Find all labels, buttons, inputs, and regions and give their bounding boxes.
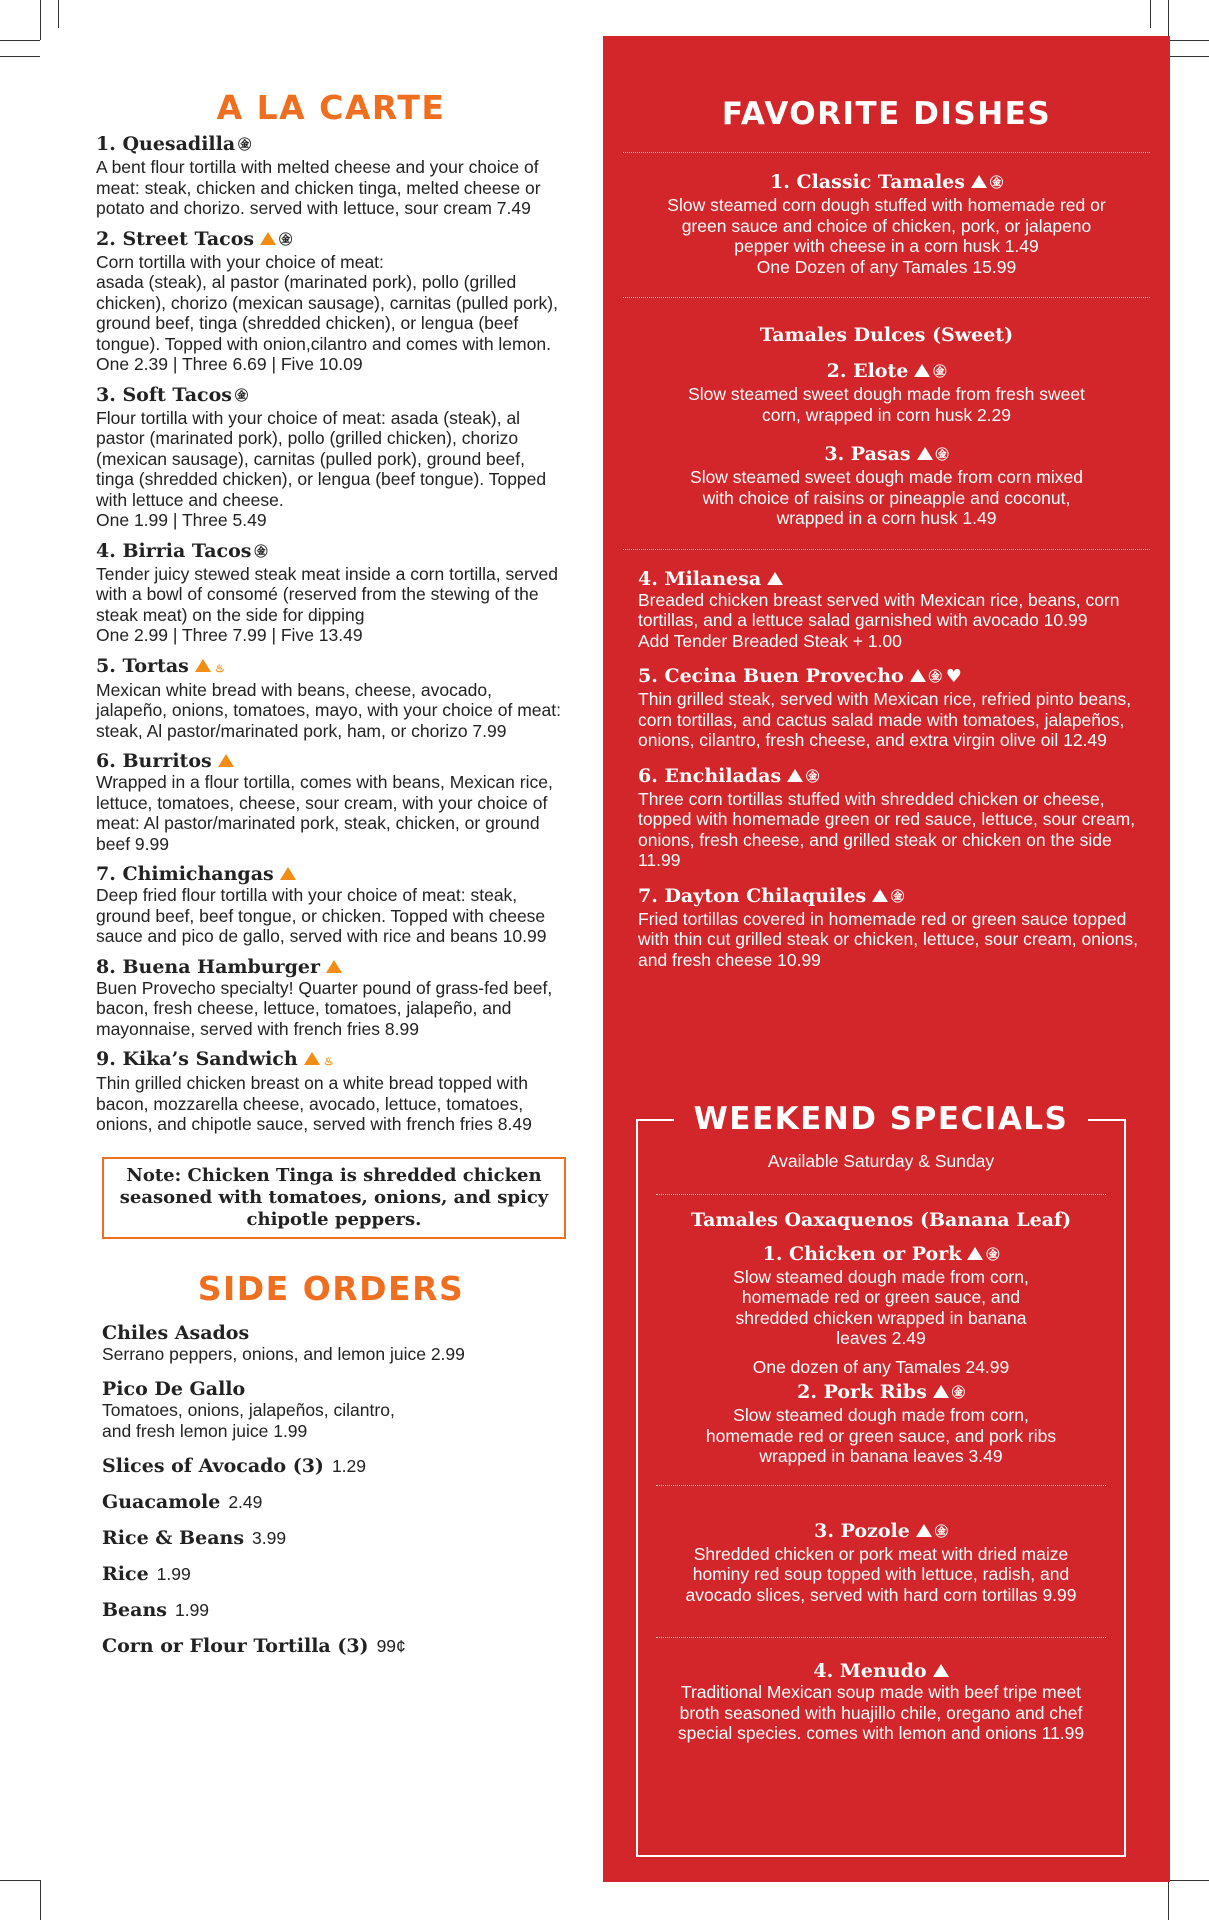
menu-item-description: Shredded chicken or pork meat with dried maize hominy red soup topped with lettuce, radish, and avocado slices, served with hard corn tortillas 9.99 (685, 1543, 1077, 1605)
price: 99¢ (376, 1636, 406, 1656)
new-icon (917, 447, 933, 460)
menu-item-description: Thin grilled steak, served with Mexican rice, refried pinto beans, corn tortillas, and cactus salad made with tomatoes, jalapeños, onions, cilantro, fresh cheese, and extra virgin olive oil 12.49 (638, 689, 1132, 750)
menu-item-pork-ribs: 2. Pork Ribs ㊎ (797, 1381, 965, 1403)
menu-item-description: Buen Provecho specialty! Quarter pound of grass-fed beef, bacon, fresh cheese, lettuce, tomatoes, jalapeño, and mayonnaise, served with french fries 8.99 (96, 977, 553, 1039)
dotted-divider (656, 1637, 1106, 1638)
cheese-icon: ㊎ (934, 1524, 948, 1540)
new-icon (914, 364, 930, 377)
cheese-icon: ㊎ (806, 769, 820, 785)
crop-mark (58, 0, 59, 28)
menu-item-quesadilla: 1. Quesadilla ㊎ (96, 133, 252, 155)
crop-mark (0, 1880, 40, 1881)
side-item-beans: Beans 1.99 (102, 1599, 210, 1621)
new-icon (933, 1664, 949, 1677)
chicken-tinga-note: Note: Chicken Tinga is shredded chicken seasoned with tomatoes, onions, and spicy chipotle peppers. (102, 1157, 566, 1239)
spicy-flame-icon: ♨ (214, 661, 225, 675)
cheese-icon: ㊎ (935, 448, 949, 463)
cheese-icon: ㊎ (238, 138, 252, 153)
price: 2.49 (228, 1492, 263, 1512)
menu-item-street-tacos: 2. Street Tacos ㊎ (96, 227, 293, 250)
new-icon (933, 1385, 949, 1398)
red-panel (603, 36, 1170, 1882)
new-icon (280, 867, 296, 880)
heart-icon: ♥ (945, 666, 962, 687)
cheese-icon: ㊎ (234, 388, 248, 404)
menu-item-description: Mexican white bread with beans, cheese, avocado, jalapeño, onions, tomatoes, mayo, with your choice of meat: steak, Al pastor/marinated pork, ham, or chorizo 7.99 (96, 679, 561, 741)
new-icon (304, 1052, 320, 1065)
menu-item-description: Corn tortilla with your choice of meat: asada (steak), al pastor (marinated pork), pollo (grilled chicken), chorizo (mexican sausage), carnitas (pulled pork), ground beef, tinga (shredded chicken), or lengua (beef tongue). Topped with onion,cilantro and comes with lemon. One 2.39 | Three 6.69 | Five 10.09 (96, 251, 558, 374)
menu-item-milanesa: 4. Milanesa (638, 568, 1150, 590)
tamales-oaxaquenos-subheading: Tamales Oaxaquenos (Banana Leaf) (690, 1208, 1072, 1231)
menu-item-description: Slow steamed sweet dough made from fresh sweet corn, wrapped in corn husk 2.29 (688, 384, 1085, 425)
side-item-description: Serrano peppers, onions, and lemon juice 2.99 (102, 1343, 465, 1364)
new-icon (872, 889, 888, 902)
dotted-divider (656, 1194, 1106, 1195)
cheese-icon: ㊎ (986, 1247, 1000, 1263)
menu-item-chilaquiles: 7. Dayton Chilaquiles ㊎ (638, 884, 905, 907)
side-item-tortilla: Corn or Flour Tortilla (3) 99¢ (102, 1635, 406, 1657)
new-icon (787, 769, 803, 782)
cheese-icon: ㊎ (951, 1386, 965, 1401)
menu-item-pozole: 3. Pozole ㊎ (814, 1519, 948, 1542)
cheese-icon: ㊎ (254, 544, 268, 560)
cheese-icon: ㊎ (989, 176, 1003, 191)
menu-item-chicken-or-pork: 1. Chicken or Pork ㊎ (762, 1242, 1000, 1265)
spicy-flame-icon: ♨ (323, 1055, 334, 1068)
cheese-icon: ㊎ (928, 670, 942, 685)
crop-mark (1168, 0, 1169, 40)
side-item-description: Tomatoes, onions, jalapeños, cilantro, and fresh lemon juice 1.99 (102, 1400, 395, 1441)
menu-item-description: A bent flour tortilla with melted cheese and your choice of meat: steak, chicken and chicken tinga, melted cheese or potato and chorizo. served with lettuce, sour cream 7.49 (96, 157, 541, 218)
dotted-divider (623, 152, 1150, 153)
weekend-specials-heading: WEEKEND SPECIALS (638, 1101, 1124, 1137)
menu-item-description: Slow steamed sweet dough made from corn mixed with choice of raisins or pineapple and coconut, wrapped in a corn husk 1.49 (690, 467, 1083, 528)
crop-mark (0, 40, 40, 41)
menu-item-chimichangas: 7. Chimichangas (96, 863, 566, 885)
side-item-guacamole: Guacamole 2.49 (102, 1491, 263, 1513)
menu-item-buena-hamburger: 8. Buena Hamburger (96, 956, 566, 978)
weekend-specials-box (636, 1101, 1126, 1857)
price: 3.99 (252, 1528, 287, 1548)
cheese-icon: ㊎ (933, 365, 947, 380)
menu-item-soft-tacos: 3. Soft Tacos ㊎ (96, 383, 248, 406)
favorite-dishes-heading: FAVORITE DISHES (721, 96, 1052, 132)
menu-item-description: Fried tortillas covered in homemade red or green sauce topped with thin cut grilled steak or chicken, lettuce, sour cream, onions, and fresh cheese 10.99 (638, 908, 1138, 970)
cheese-icon: ㊎ (279, 232, 293, 248)
menu-item-description: Slow steamed dough made from corn, homemade red or green sauce, and pork ribs wrapped in banana leaves 3.49 (705, 1405, 1057, 1466)
side-item-avocado: Slices of Avocado (3) 1.29 (102, 1455, 366, 1477)
new-icon (195, 659, 211, 672)
crop-mark (40, 1880, 41, 1920)
dozen-price: One dozen of any Tamales 24.99 (752, 1356, 1010, 1377)
new-icon (218, 754, 234, 767)
new-icon (767, 572, 783, 585)
side-orders-heading: SIDE ORDERS (197, 1268, 465, 1308)
menu-item-description: Flour tortilla with your choice of meat: asada (steak), al pastor (marinated pork), pollo (grilled chicken), chorizo (mexican sausage), carnitas (pulled pork), ground beef, tinga (shredded chicken), or lengua (beef tongue). Topped with lettuce and cheese. One 1.99 | Three 5.49 (96, 407, 547, 530)
menu-item-elote: 2. Elote ㊎ (826, 360, 947, 382)
menu-item-description: Thin grilled chicken breast on a white bread topped with bacon, mozzarella cheese, avocado, lettuce, tomatoes, onions, and chipotle sauce, served with french fries 8.49 (96, 1073, 532, 1134)
menu-item-description: Breaded chicken breast served with Mexican rice, beans, corn tortillas, and a lettuce salad garnished with avocado 10.99 Add Tender Breaded Steak + 1.00 (638, 589, 1120, 651)
new-icon (326, 960, 342, 973)
crop-mark (1168, 1880, 1209, 1881)
cheese-icon: ㊎ (891, 889, 905, 905)
menu-item-classic-tamales: 1. Classic Tamales ㊎ (770, 171, 1003, 193)
side-item-pico-de-gallo: Pico De Gallo Tomatoes, onions, jalapeños, cilantro, and fresh lemon juice 1.99 (96, 1378, 566, 1441)
new-icon (971, 175, 987, 188)
menu-item-kikas-sandwich: 9. Kika’s Sandwich ♨ (96, 1048, 566, 1073)
menu-item-tortas: 5. Tortas ♨ (96, 655, 566, 680)
new-icon (260, 232, 276, 245)
tamales-dulces-subheading: Tamales Dulces (Sweet) (759, 324, 1014, 346)
side-item-rice: Rice 1.99 (102, 1563, 191, 1585)
price: 1.99 (174, 1600, 210, 1620)
new-icon (916, 1524, 932, 1537)
dotted-divider (623, 297, 1150, 298)
menu-item-description: Traditional Mexican soup made with beef tripe meet broth seasoned with huajillo chile, oregano and chef special species. comes with lemon and onions 11.99 (677, 1682, 1085, 1743)
crop-mark (0, 56, 40, 57)
menu-item-description: Wrapped in a flour tortilla, comes with beans, Mexican rice, lettuce, tomatoes, cheese, sour cream, with your choice of meat: Al pastor/marinated pork, steak, chicken, or ground beef 9.99 (96, 772, 553, 854)
crop-mark (40, 0, 41, 40)
menu-item-description: Deep fried flour tortilla with your choice of meat: steak, ground beef, beef tongue, or chicken. Topped with cheese sauce and pico de gallo, served with rice and beans 10.99 (96, 885, 547, 946)
weekend-availability: Available Saturday & Sunday (767, 1151, 995, 1171)
left-column (96, 88, 566, 1657)
menu-item-description: Tender juicy stewed steak meat inside a corn tortilla, served with a bowl of consomé (reserved from the stewing of the steak meat) on the side for dipping One 2.99 | Three 7.99 | Five 13.49 (96, 563, 559, 645)
price: 1.29 (331, 1456, 366, 1476)
menu-item-birria-tacos: 4. Birria Tacos ㊎ (96, 539, 268, 562)
menu-item-description: Slow steamed dough made from corn, homemade red or green sauce, and shredded chicken wrapped in banana leaves 2.49 (733, 1266, 1029, 1348)
crop-mark (1168, 56, 1209, 57)
menu-item-description: Three corn tortillas stuffed with shredded chicken or cheese, topped with homemade green or red sauce, lettuce, sour cream, onions, fresh cheese, and grilled steak or chicken on the side 11.99 (638, 788, 1136, 870)
crop-mark (1150, 0, 1151, 28)
menu-item-burritos: 6. Burritos (96, 750, 566, 772)
dotted-divider (623, 549, 1150, 550)
menu-item-description: Slow steamed corn dough stuffed with homemade red or green sauce and choice of chicken, pork, or jalapeno pepper with cheese in a corn husk 1.49 One Dozen of any Tamales 15.99 (667, 195, 1106, 277)
menu-item-menudo: 4. Menudo (638, 1660, 1124, 1682)
a-la-carte-heading: A LA CARTE (216, 88, 446, 127)
dotted-divider (656, 1485, 1106, 1486)
menu-item-pasas: 3. Pasas ㊎ (824, 443, 949, 465)
price: 1.99 (156, 1564, 191, 1584)
menu-item-enchiladas: 6. Enchiladas ㊎ (638, 764, 820, 787)
menu-item-cecina: 5. Cecina Buen Provecho ㊎ ♥ (638, 665, 962, 687)
side-item-chiles-asados: Chiles Asados Serrano peppers, onions, and lemon juice 2.99 (96, 1322, 566, 1365)
crop-mark (1168, 40, 1209, 41)
new-icon (910, 669, 926, 682)
side-item-rice-beans: Rice & Beans 3.99 (102, 1527, 287, 1549)
crop-mark (1168, 1880, 1169, 1920)
new-icon (967, 1247, 983, 1260)
